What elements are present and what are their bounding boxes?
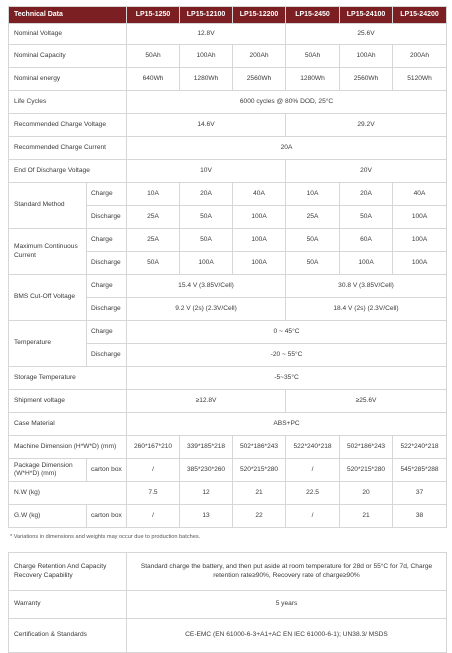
cell-value: 200Ah [233,45,286,68]
cell-value: 21 [233,482,286,505]
cell-value: 12.8V [127,24,286,45]
cell-value: 7.5 [127,482,180,505]
sub-label: carton box [87,459,127,482]
cell-value: 15.4 V (3.85V/Cell) [127,275,286,298]
table-row [9,367,447,390]
row-label: Maximum Continuous Current [9,229,87,275]
cell-value: 20A [180,183,233,206]
table-row [9,553,447,591]
cell-value: 100A [340,252,393,275]
cell-value: 100A [393,229,447,252]
row-label: Package Dimension (W*H*D) (mm) [9,459,87,482]
sub-label: Discharge [87,252,127,275]
cell-value: 30.8 V (3.85V/Cell) [286,275,447,298]
sub-label: Discharge [87,206,127,229]
table-row [9,160,447,183]
cell-value: 22.5 [286,482,340,505]
cell-value: 60A [340,229,393,252]
cell-value: 100Ah [340,45,393,68]
row-label: Life Cycles [9,91,127,114]
cell-value: 5 years [127,591,447,619]
cell-value: 12 [180,482,233,505]
sub-label: Charge [87,183,127,206]
cell-value: 2560Wh [340,68,393,91]
sub-label: carton box [87,505,127,528]
row-label: Warranty [9,591,127,619]
cell-value: 545*285*288 [393,459,447,482]
table-row [9,321,447,344]
cell-value: 40A [233,183,286,206]
row-label: Nominal Voltage [9,24,127,45]
table-row [9,619,447,653]
cell-value: 37 [393,482,447,505]
cell-value: 50A [286,252,340,275]
table-row [9,68,447,91]
cell-value: ABS+PC [127,413,447,436]
cell-value: 339*185*218 [180,436,233,459]
cell-value: 50A [127,252,180,275]
cell-value: 20A [127,137,447,160]
table-row [9,137,447,160]
row-label: Storage Temperature [9,367,127,390]
table-row [9,390,447,413]
sub-label: Charge [87,275,127,298]
cell-value: 100A [233,252,286,275]
cell-value: 385*230*260 [180,459,233,482]
row-label: G.W (kg) [9,505,87,528]
row-label: Shipment voltage [9,390,127,413]
cell-value: CE-EMC (EN 61000-6-3+A1+AC EN IEC 61000-6-1); UN38.3/ MSDS [127,619,447,653]
cell-value: 25.6V [286,24,447,45]
row-label: Charge Retention And Capacity Recovery Capability [9,553,127,591]
cell-value: 522*240*218 [286,436,340,459]
cell-value: 21 [340,505,393,528]
table-row [9,91,447,114]
model-header: LP15-24100 [340,7,393,24]
row-label: Certification & Standards [9,619,127,653]
cell-value: 14.6V [127,114,286,137]
cell-value: 100A [233,229,286,252]
header-row [9,7,447,24]
table-row [9,114,447,137]
footnote: * Variations in dimensions and weights may occur due to production batches. [10,534,201,540]
table-row [9,275,447,298]
cell-value: 2560Wh [233,68,286,91]
cell-value: 40A [393,183,447,206]
cell-value: / [127,505,180,528]
cell-value: 22 [233,505,286,528]
cell-value: 25A [286,206,340,229]
cell-value: 20A [340,183,393,206]
row-label: Temperature [9,321,87,367]
cell-value: / [127,459,180,482]
cell-value: ≥25.6V [286,390,447,413]
cell-value: 1280Wh [180,68,233,91]
cell-value: 520*215*280 [340,459,393,482]
cell-value: 10A [286,183,340,206]
table-row [9,436,447,459]
cell-value: 5120Wh [393,68,447,91]
table-row [9,183,447,206]
cell-value: 20V [286,160,447,183]
cell-value: 25A [127,206,180,229]
sub-label: Discharge [87,344,127,367]
cell-value: 13 [180,505,233,528]
table-row [9,482,447,505]
row-label: Case Material [9,413,127,436]
row-label: End Of Discharge Voltage [9,160,127,183]
row-label: Recommended Charge Voltage [9,114,127,137]
cell-value: -20 ~ 55°C [127,344,447,367]
row-label: Recommended Charge Current [9,137,127,160]
cell-value: 18.4 V (2s) (2.3V/Cell) [286,298,447,321]
table-row [9,45,447,68]
spec-sheet [8,6,446,653]
cell-value: 10V [127,160,286,183]
cell-value: 200Ah [393,45,447,68]
cell-value: 20 [340,482,393,505]
technical-data-table [8,6,447,528]
cell-value: 50A [286,229,340,252]
cell-value: 640Wh [127,68,180,91]
cell-value: 502*186*243 [340,436,393,459]
cell-value: 10A [127,183,180,206]
model-header: LP15-1250 [127,7,180,24]
cell-value: 100Ah [180,45,233,68]
table-title: Technical Data [9,7,127,24]
model-header: LP15-24200 [393,7,447,24]
row-label: N.W (kg) [9,482,127,505]
cell-value: 100A [393,252,447,275]
cell-value: 0 ~ 45°C [127,321,447,344]
cell-value: 502*186*243 [233,436,286,459]
row-label: Nominal energy [9,68,127,91]
sub-label: Discharge [87,298,127,321]
cell-value: 6000 cycles @ 80% DOD, 25°C [127,91,447,114]
cell-value: 50A [340,206,393,229]
cell-value: 9.2 V (2s) (2.3V/Cell) [127,298,286,321]
cell-value: / [286,459,340,482]
sub-label: Charge [87,229,127,252]
cell-value: 25A [127,229,180,252]
cell-value: 260*167*210 [127,436,180,459]
model-header: LP15-12200 [233,7,286,24]
sub-label: Charge [87,321,127,344]
cell-value: 50A [180,206,233,229]
cell-value: 520*215*280 [233,459,286,482]
cell-value: 38 [393,505,447,528]
cell-value: 1280Wh [286,68,340,91]
cell-value: 50A [180,229,233,252]
cell-value: 100A [233,206,286,229]
additional-info-table [8,552,447,653]
row-label: Machine Dimension (H*W*D) (mm) [9,436,127,459]
cell-value: 522*240*218 [393,436,447,459]
row-label: Standard Method [9,183,87,229]
table-row [9,459,447,482]
cell-value: / [286,505,340,528]
cell-value: -5~35°C [127,367,447,390]
cell-value: 50Ah [286,45,340,68]
table-row [9,24,447,45]
model-header: LP15-12100 [180,7,233,24]
table-row [9,591,447,619]
cell-value: Standard charge the battery, and then put aside at room temperature for 28d or 55°C for 7d, Charge retention rate≥90%, Recovery rate of charge≥90% [127,553,447,591]
cell-value: 29.2V [286,114,447,137]
row-label: BMS Cut-Off Voltage [9,275,87,321]
table-row [9,413,447,436]
row-label: Nominal Capacity [9,45,127,68]
cell-value: 100A [393,206,447,229]
table-row [9,229,447,252]
cell-value: ≥12.8V [127,390,286,413]
table-row [9,505,447,528]
model-header: LP15-2450 [286,7,340,24]
cell-value: 100A [180,252,233,275]
cell-value: 50Ah [127,45,180,68]
